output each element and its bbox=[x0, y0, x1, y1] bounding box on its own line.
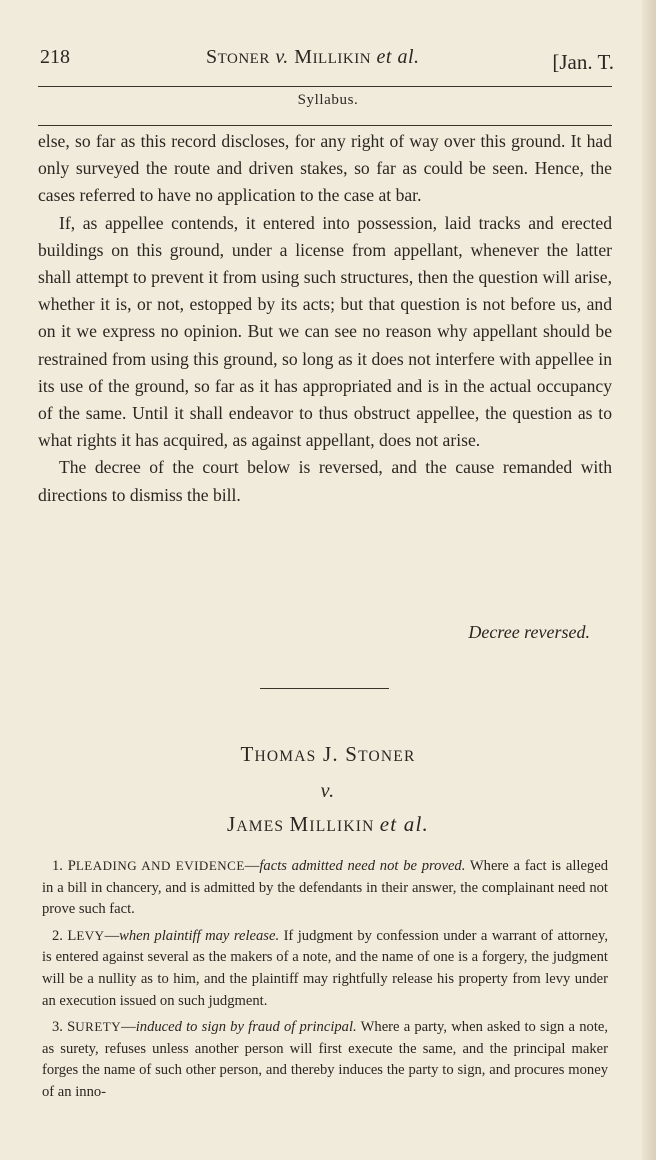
sc: HOMAS bbox=[254, 748, 317, 765]
cap: M bbox=[289, 812, 310, 836]
case-title-plaintiff bbox=[0, 742, 656, 767]
title-a-cap: S bbox=[206, 46, 218, 68]
running-header bbox=[40, 46, 614, 76]
title-a-sc: TONER bbox=[217, 51, 270, 67]
headnote bbox=[42, 855, 608, 921]
cap: J bbox=[227, 812, 237, 836]
page-edge bbox=[642, 0, 656, 1160]
title-b-cap: M bbox=[294, 46, 313, 68]
sc: TONER bbox=[358, 748, 416, 765]
headnote-dash: — bbox=[104, 927, 120, 944]
headnote-topic: induced to sign by fraud of principal. bbox=[135, 1019, 357, 1036]
headnote-text: If judgment by confession under a warrant of attorney, is entered against several as the makers of a note, and the name of one is a forgery, the judgment will be a nullity as to him, and the plaintiff may rightfully release his property from levy under an execution issued on such judgment. bbox=[42, 927, 608, 1009]
paragraph: If, as appellee contends, it entered into possession, laid tracks and erected buildings on this ground, under a license from appellant, whenever the latter shall attempt to prevent it from using such structures, then the question will arise, whether it is, or not, estopped by its acts; but that question is not before us, and on it we express no opinion. But we can see no reason why appellant should be restrained from using this ground, so long as it does not interfere with appellee in its use of the ground, so far as it has appropriated and is in the actual occupancy of the same. Until it shall endeavor to thus obstruct appellee, the question as to what rights it has acquired, as against appellant, does not arise. bbox=[38, 212, 612, 451]
headnote-text: Where a fact is alleged in a bill in chancery, and is admitted by the defendants in their answer, the complainant need not prove such fact. bbox=[42, 858, 608, 918]
etal: et al. bbox=[379, 812, 429, 836]
opinion-text bbox=[38, 128, 612, 509]
case-divider bbox=[260, 688, 389, 689]
header-rule bbox=[38, 86, 612, 87]
headnote-label: EVY bbox=[76, 927, 105, 943]
headnote bbox=[42, 1016, 608, 1103]
headnote-topic: when plaintiff may release. bbox=[119, 927, 280, 944]
title-v: v. bbox=[275, 46, 289, 68]
section-label: Syllabus. bbox=[297, 92, 359, 108]
paragraph: else, so far as this record discloses, for any right of way over this ground. It had only surveyed the route and driven stakes, so far as could be seen. Hence, the cases referred to have no application to the case at bar. bbox=[38, 131, 612, 206]
headnote-topic: facts admitted need not be proved. bbox=[259, 858, 466, 874]
running-title bbox=[206, 46, 420, 69]
cap: S bbox=[345, 742, 359, 766]
sc: ILLIKIN bbox=[309, 818, 375, 835]
headnote-label: URETY bbox=[75, 1019, 122, 1035]
headnote-cap: L bbox=[67, 927, 77, 944]
headnotes bbox=[42, 855, 608, 1108]
cap: T bbox=[240, 742, 255, 766]
paragraph: The decree of the court below is reversed, and the cause remanded with directions to dismiss the bill. bbox=[38, 457, 612, 505]
initial: J. bbox=[316, 742, 346, 766]
case-title-defendant bbox=[0, 812, 656, 837]
decree-line: Decree reversed. bbox=[468, 622, 590, 642]
title-b-sc: ILLIKIN bbox=[312, 51, 372, 67]
headnote-number: 3. bbox=[52, 1019, 63, 1036]
headnote-number: 2. bbox=[52, 927, 63, 944]
running-date: [Jan. T. bbox=[552, 50, 614, 74]
headnote-label: LEADING AND EVIDENCE bbox=[75, 858, 245, 873]
headnote-cap: P bbox=[67, 858, 76, 874]
headnote bbox=[42, 925, 608, 1012]
title-etal: et al. bbox=[376, 46, 420, 68]
headnote-text: Where a party, when asked to sign a note, as surety, refuses unless another person will first execute the same, and the principal maker forges the name of such other person, and thereby induces the party to sign, and procures money of an inno- bbox=[42, 1019, 608, 1100]
headnote-dash: — bbox=[121, 1019, 136, 1036]
case-title-versus: v. bbox=[320, 780, 336, 802]
headnote-cap: S bbox=[67, 1019, 76, 1036]
headnote-number: 1. bbox=[52, 858, 63, 874]
sc: AMES bbox=[236, 818, 285, 835]
section-rule bbox=[38, 125, 612, 126]
page-number: 218 bbox=[40, 46, 70, 68]
headnote-dash: — bbox=[244, 858, 260, 874]
